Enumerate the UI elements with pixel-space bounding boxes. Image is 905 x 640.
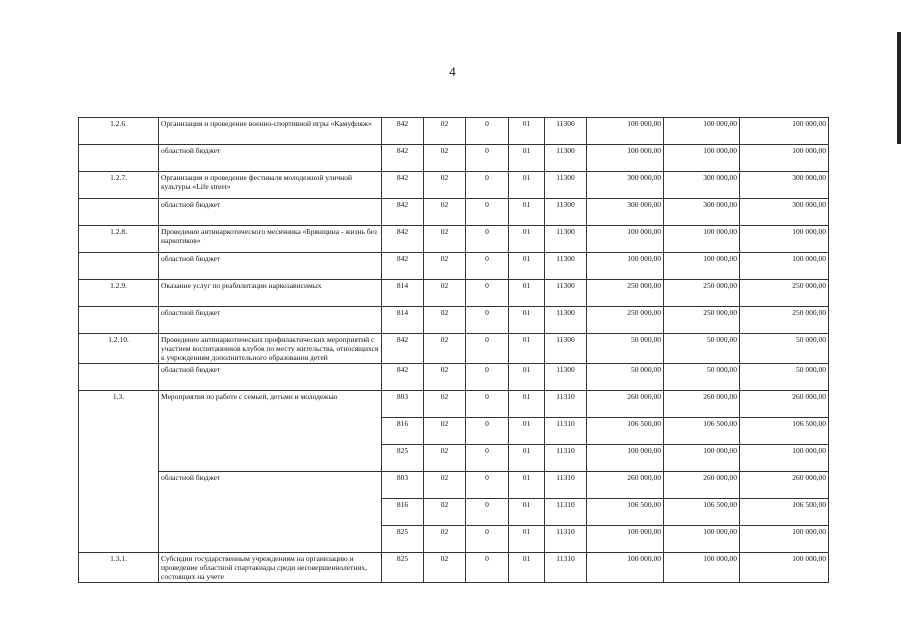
- code-5: 11300: [545, 226, 587, 253]
- value-2: 100 000,00: [664, 445, 740, 472]
- code-5: 11300: [545, 172, 587, 199]
- code-2: 02: [424, 199, 466, 226]
- code-3: 0: [466, 553, 509, 583]
- row-number: 1.2.8.: [79, 226, 159, 253]
- code-4: 01: [509, 118, 545, 145]
- code-4: 01: [509, 145, 545, 172]
- code-2: 02: [424, 445, 466, 472]
- row-name: областной бюджет: [159, 199, 382, 226]
- code-2: 02: [424, 418, 466, 445]
- row-name: областной бюджет: [159, 307, 382, 334]
- code-2: 02: [424, 253, 466, 280]
- row-number: [79, 253, 159, 280]
- value-3: 300 000,00: [740, 199, 829, 226]
- table-row: [79, 280, 829, 307]
- row-name: Мероприятия по работе с семьей, детьми и молодежью: [159, 391, 382, 472]
- table-row: [79, 553, 829, 583]
- code-4: 01: [509, 472, 545, 499]
- code-5: 11310: [545, 526, 587, 553]
- code-4: 01: [509, 172, 545, 199]
- code-1: 825: [382, 526, 424, 553]
- code-5: 11310: [545, 472, 587, 499]
- code-3: 0: [466, 253, 509, 280]
- table-row: [79, 145, 829, 172]
- code-4: 01: [509, 391, 545, 418]
- code-2: 02: [424, 307, 466, 334]
- value-3: 250 000,00: [740, 307, 829, 334]
- row-number: 1.2.10.: [79, 334, 159, 364]
- value-1: 106 500,00: [587, 418, 664, 445]
- row-name: областной бюджет: [159, 145, 382, 172]
- value-1: 100 000,00: [587, 226, 664, 253]
- code-4: 01: [509, 307, 545, 334]
- code-2: 02: [424, 145, 466, 172]
- code-3: 0: [466, 364, 509, 391]
- code-1: 842: [382, 334, 424, 364]
- value-2: 50 000,00: [664, 364, 740, 391]
- value-2: 106 500,00: [664, 499, 740, 526]
- code-3: 0: [466, 391, 509, 418]
- code-5: 11300: [545, 364, 587, 391]
- value-1: 250 000,00: [587, 280, 664, 307]
- code-1: 814: [382, 280, 424, 307]
- code-1: 816: [382, 418, 424, 445]
- row-number: [79, 307, 159, 334]
- code-5: 11300: [545, 280, 587, 307]
- code-1: 825: [382, 445, 424, 472]
- value-3: 260 000,00: [740, 391, 829, 418]
- value-1: 100 000,00: [587, 253, 664, 280]
- code-2: 02: [424, 172, 466, 199]
- code-1: 842: [382, 172, 424, 199]
- value-3: 100 000,00: [740, 526, 829, 553]
- value-2: 50 000,00: [664, 334, 740, 364]
- code-3: 0: [466, 334, 509, 364]
- code-5: 11310: [545, 391, 587, 418]
- row-name: Субсидии государственным учреждениям на организацию и проведение областной спартакиады среди несовершеннолетних, состоящих на учете: [159, 553, 382, 583]
- code-3: 0: [466, 172, 509, 199]
- code-4: 01: [509, 280, 545, 307]
- value-3: 250 000,00: [740, 280, 829, 307]
- code-1: 842: [382, 145, 424, 172]
- value-2: 100 000,00: [664, 226, 740, 253]
- table-row: [79, 307, 829, 334]
- value-3: 100 000,00: [740, 145, 829, 172]
- row-number: 1.2.9.: [79, 280, 159, 307]
- code-5: 11310: [545, 553, 587, 583]
- code-5: 11310: [545, 499, 587, 526]
- table-row: [79, 118, 829, 145]
- code-1: 803: [382, 391, 424, 418]
- code-4: 01: [509, 418, 545, 445]
- code-2: 02: [424, 391, 466, 418]
- code-3: 0: [466, 472, 509, 499]
- code-3: 0: [466, 118, 509, 145]
- value-1: 260 000,00: [587, 391, 664, 418]
- code-3: 0: [466, 199, 509, 226]
- row-name: областной бюджет: [159, 472, 382, 553]
- table-row: [79, 472, 829, 499]
- code-5: 11300: [545, 253, 587, 280]
- code-2: 02: [424, 334, 466, 364]
- value-3: 100 000,00: [740, 553, 829, 583]
- code-3: 0: [466, 280, 509, 307]
- row-name: Организация и проведение фестиваля молодежной уличной культуры «Life street»: [159, 172, 382, 199]
- code-2: 02: [424, 526, 466, 553]
- value-3: 260 000,00: [740, 472, 829, 499]
- code-2: 02: [424, 499, 466, 526]
- value-2: 106 500,00: [664, 418, 740, 445]
- row-number: 1.3.1.: [79, 553, 159, 583]
- code-1: 842: [382, 226, 424, 253]
- value-3: 50 000,00: [740, 334, 829, 364]
- code-5: 11300: [545, 334, 587, 364]
- code-5: 11300: [545, 199, 587, 226]
- row-number: [79, 364, 159, 391]
- code-1: 842: [382, 199, 424, 226]
- code-2: 02: [424, 280, 466, 307]
- row-name: Организация и проведение военно-спортивной игры «Камуфляж»: [159, 118, 382, 145]
- table-row: [79, 391, 829, 418]
- table-row: [79, 253, 829, 280]
- code-2: 02: [424, 226, 466, 253]
- value-2: 300 000,00: [664, 199, 740, 226]
- row-number: [79, 145, 159, 172]
- row-name: Проведение антинаркотического месячника «Брянщина - жизнь без наркотиков»: [159, 226, 382, 253]
- value-3: 100 000,00: [740, 118, 829, 145]
- code-1: 842: [382, 253, 424, 280]
- value-2: 260 000,00: [664, 472, 740, 499]
- code-1: 814: [382, 307, 424, 334]
- code-1: 842: [382, 364, 424, 391]
- row-name: областной бюджет: [159, 253, 382, 280]
- row-number: [79, 199, 159, 226]
- code-3: 0: [466, 445, 509, 472]
- table-row: [79, 364, 829, 391]
- budget-table: [78, 117, 829, 583]
- code-4: 01: [509, 253, 545, 280]
- page-number: 4: [449, 64, 456, 79]
- code-3: 0: [466, 499, 509, 526]
- code-3: 0: [466, 226, 509, 253]
- value-1: 50 000,00: [587, 334, 664, 364]
- value-3: 106 500,00: [740, 418, 829, 445]
- value-3: 106 500,00: [740, 499, 829, 526]
- code-3: 0: [466, 526, 509, 553]
- code-4: 01: [509, 445, 545, 472]
- value-1: 50 000,00: [587, 364, 664, 391]
- value-1: 300 000,00: [587, 172, 664, 199]
- code-2: 02: [424, 553, 466, 583]
- value-3: 100 000,00: [740, 253, 829, 280]
- row-number: 1.2.6.: [79, 118, 159, 145]
- table-row: [79, 334, 829, 364]
- code-1: 825: [382, 553, 424, 583]
- value-1: 106 500,00: [587, 499, 664, 526]
- value-1: 100 000,00: [587, 553, 664, 583]
- scan-edge-mark: [897, 32, 901, 144]
- code-4: 01: [509, 526, 545, 553]
- code-3: 0: [466, 307, 509, 334]
- value-1: 260 000,00: [587, 472, 664, 499]
- value-2: 100 000,00: [664, 553, 740, 583]
- value-2: 100 000,00: [664, 253, 740, 280]
- value-2: 300 000,00: [664, 172, 740, 199]
- code-5: 11300: [545, 118, 587, 145]
- value-2: 100 000,00: [664, 118, 740, 145]
- row-name: Оказание услуг по реабилитации наркозависимых: [159, 280, 382, 307]
- code-4: 01: [509, 553, 545, 583]
- value-3: 100 000,00: [740, 445, 829, 472]
- value-1: 300 000,00: [587, 199, 664, 226]
- code-4: 01: [509, 334, 545, 364]
- value-1: 100 000,00: [587, 445, 664, 472]
- code-1: 842: [382, 118, 424, 145]
- row-name: областной бюджет: [159, 364, 382, 391]
- code-5: 11300: [545, 145, 587, 172]
- code-5: 11310: [545, 445, 587, 472]
- table-row: [79, 199, 829, 226]
- code-5: 11310: [545, 418, 587, 445]
- value-3: 50 000,00: [740, 364, 829, 391]
- value-2: 100 000,00: [664, 526, 740, 553]
- code-4: 01: [509, 364, 545, 391]
- code-2: 02: [424, 118, 466, 145]
- value-3: 300 000,00: [740, 172, 829, 199]
- value-2: 100 000,00: [664, 145, 740, 172]
- table-row: [79, 226, 829, 253]
- value-2: 250 000,00: [664, 280, 740, 307]
- code-3: 0: [466, 418, 509, 445]
- table-row: [79, 172, 829, 199]
- code-3: 0: [466, 145, 509, 172]
- value-2: 260 000,00: [664, 391, 740, 418]
- code-1: 803: [382, 472, 424, 499]
- code-4: 01: [509, 199, 545, 226]
- code-2: 02: [424, 472, 466, 499]
- code-2: 02: [424, 364, 466, 391]
- value-1: 250 000,00: [587, 307, 664, 334]
- value-2: 250 000,00: [664, 307, 740, 334]
- value-1: 100 000,00: [587, 145, 664, 172]
- code-4: 01: [509, 226, 545, 253]
- row-number: 1.3.: [79, 391, 159, 553]
- code-5: 11300: [545, 307, 587, 334]
- row-name: Проведение антинаркотических профилактических мероприятий с участием воспитанников клубов по месту жительства, относящихся к учреждениям дополнительного образования детей: [159, 334, 382, 364]
- value-3: 100 000,00: [740, 226, 829, 253]
- value-1: 100 000,00: [587, 526, 664, 553]
- code-4: 01: [509, 499, 545, 526]
- value-1: 100 000,00: [587, 118, 664, 145]
- row-number: 1.2.7.: [79, 172, 159, 199]
- code-1: 816: [382, 499, 424, 526]
